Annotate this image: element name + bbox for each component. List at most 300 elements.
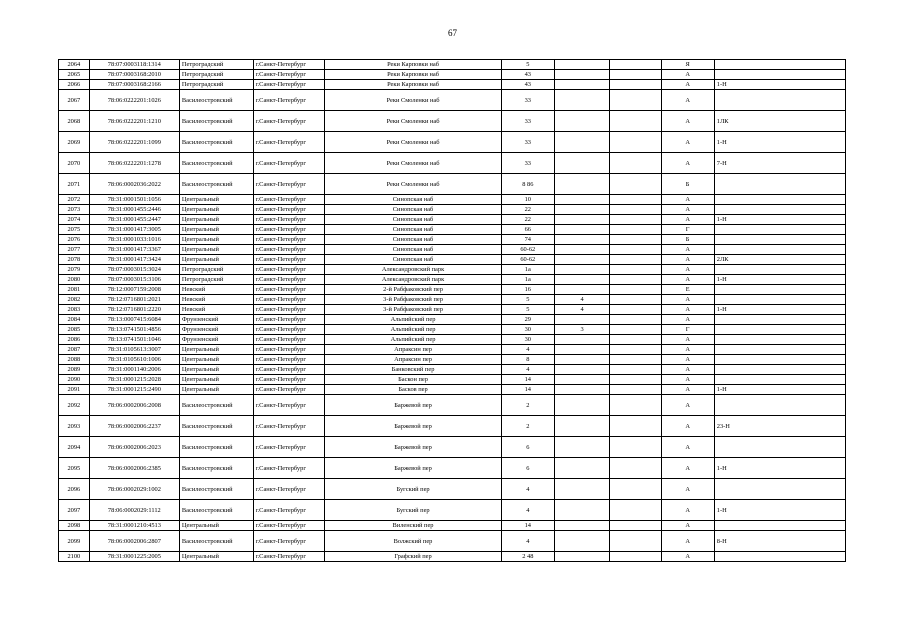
row-number: 2085 (59, 325, 90, 335)
house-number: 4 (501, 479, 554, 500)
cadastral-number: 78:07:0003168:2166 (89, 80, 179, 90)
premises-number (714, 195, 845, 205)
premises-number (714, 521, 845, 531)
row-number: 2090 (59, 375, 90, 385)
city-name: г.Санкт-Петербург (253, 521, 325, 531)
letter-designation: А (661, 531, 714, 552)
cadastral-number: 78:12:0007159:2008 (89, 285, 179, 295)
row-number: 2065 (59, 70, 90, 80)
premises-number: 8-Н (714, 531, 845, 552)
district-name: Петроградский (179, 60, 253, 70)
city-name: г.Санкт-Петербург (253, 295, 325, 305)
district-name: Центральный (179, 195, 253, 205)
cadastral-number: 78:07:0003168:2010 (89, 70, 179, 80)
city-name: г.Санкт-Петербург (253, 132, 325, 153)
city-name: г.Санкт-Петербург (253, 305, 325, 315)
letter-designation: Б (661, 174, 714, 195)
table-row (59, 195, 846, 205)
cadastral-number: 78:31:0001417:3424 (89, 255, 179, 265)
district-name: Василеостровский (179, 111, 253, 132)
cadastral-number: 78:06:0222201:1026 (89, 90, 179, 111)
premises-number (714, 335, 845, 345)
korpus-number (554, 225, 609, 235)
row-number: 2075 (59, 225, 90, 235)
district-name: Василеостровский (179, 531, 253, 552)
city-name: г.Санкт-Петербург (253, 500, 325, 521)
premises-number: 1-Н (714, 215, 845, 225)
building-number (610, 385, 661, 395)
house-number: 8 (501, 355, 554, 365)
letter-designation: Б (661, 235, 714, 245)
district-name: Василеостровский (179, 500, 253, 521)
street-name: Волжский пер (325, 531, 501, 552)
district-name: Василеостровский (179, 174, 253, 195)
city-name: г.Санкт-Петербург (253, 275, 325, 285)
district-name: Петроградский (179, 80, 253, 90)
korpus-number (554, 458, 609, 479)
street-name: Александровский парк (325, 275, 501, 285)
building-number (610, 174, 661, 195)
city-name: г.Санкт-Петербург (253, 375, 325, 385)
registry-table (58, 59, 846, 562)
house-number: 5 (501, 60, 554, 70)
korpus-number: 4 (554, 295, 609, 305)
district-name: Фрунзенский (179, 315, 253, 325)
street-name: Реки Карповки наб (325, 80, 501, 90)
street-name: Апраксин пер (325, 355, 501, 365)
district-name: Василеостровский (179, 479, 253, 500)
district-name: Центральный (179, 521, 253, 531)
table-row (59, 70, 846, 80)
street-name: Синопская наб (325, 215, 501, 225)
letter-designation: А (661, 80, 714, 90)
district-name: Василеостровский (179, 153, 253, 174)
premises-number (714, 365, 845, 375)
row-number: 2064 (59, 60, 90, 70)
premises-number (714, 395, 845, 416)
table-row (59, 458, 846, 479)
letter-designation: А (661, 255, 714, 265)
street-name: 3-й Рабфаковский пер (325, 305, 501, 315)
house-number: 8 86 (501, 174, 554, 195)
building-number (610, 416, 661, 437)
cadastral-number: 78:31:0001215:2490 (89, 385, 179, 395)
street-name: Синопская наб (325, 195, 501, 205)
korpus-number (554, 437, 609, 458)
korpus-number: 3 (554, 325, 609, 335)
street-name: Апраксин пер (325, 345, 501, 355)
street-name: 2-й Рабфаковский пер (325, 285, 501, 295)
table-row (59, 255, 846, 265)
cadastral-number: 78:31:0001417:3367 (89, 245, 179, 255)
cadastral-number: 78:06:0002036:2022 (89, 174, 179, 195)
letter-designation: А (661, 90, 714, 111)
letter-designation: Е (661, 285, 714, 295)
premises-number: 1ЛК (714, 111, 845, 132)
house-number: 14 (501, 375, 554, 385)
district-name: Центральный (179, 255, 253, 265)
cadastral-number: 78:07:0003015:3106 (89, 275, 179, 285)
street-name: Баскон пер (325, 375, 501, 385)
row-number: 2070 (59, 153, 90, 174)
street-name: Реки Карповки наб (325, 60, 501, 70)
korpus-number (554, 275, 609, 285)
table-row (59, 375, 846, 385)
city-name: г.Санкт-Петербург (253, 315, 325, 325)
city-name: г.Санкт-Петербург (253, 479, 325, 500)
city-name: г.Санкт-Петербург (253, 215, 325, 225)
letter-designation: А (661, 500, 714, 521)
korpus-number (554, 255, 609, 265)
korpus-number (554, 315, 609, 325)
table-row (59, 132, 846, 153)
street-name: Синопская наб (325, 235, 501, 245)
house-number: 74 (501, 235, 554, 245)
korpus-number (554, 111, 609, 132)
house-number: 22 (501, 205, 554, 215)
building-number (610, 60, 661, 70)
premises-number: 1-Н (714, 305, 845, 315)
korpus-number (554, 500, 609, 521)
korpus-number (554, 90, 609, 111)
premises-number (714, 325, 845, 335)
street-name: Реки Смоленки наб (325, 132, 501, 153)
house-number: 43 (501, 70, 554, 80)
korpus-number (554, 245, 609, 255)
korpus-number (554, 416, 609, 437)
district-name: Петроградский (179, 275, 253, 285)
cadastral-number: 78:31:0001455:2447 (89, 215, 179, 225)
city-name: г.Санкт-Петербург (253, 174, 325, 195)
house-number: 14 (501, 385, 554, 395)
cadastral-number: 78:12:0716801:2220 (89, 305, 179, 315)
house-number: 43 (501, 80, 554, 90)
district-name: Центральный (179, 235, 253, 245)
street-name: Синопская наб (325, 255, 501, 265)
city-name: г.Санкт-Петербург (253, 70, 325, 80)
district-name: Василеостровский (179, 458, 253, 479)
premises-number (714, 285, 845, 295)
city-name: г.Санкт-Петербург (253, 365, 325, 375)
row-number: 2080 (59, 275, 90, 285)
district-name: Центральный (179, 215, 253, 225)
city-name: г.Санкт-Петербург (253, 531, 325, 552)
city-name: г.Санкт-Петербург (253, 90, 325, 111)
district-name: Василеостровский (179, 395, 253, 416)
table-row (59, 479, 846, 500)
street-name: Реки Смоленки наб (325, 153, 501, 174)
house-number: 14 (501, 521, 554, 531)
district-name: Центральный (179, 345, 253, 355)
street-name: Реки Карповки наб (325, 70, 501, 80)
row-number: 2082 (59, 295, 90, 305)
city-name: г.Санкт-Петербург (253, 552, 325, 562)
street-name: Баржевой пер (325, 416, 501, 437)
row-number: 2069 (59, 132, 90, 153)
korpus-number (554, 479, 609, 500)
city-name: г.Санкт-Петербург (253, 385, 325, 395)
house-number: 1а (501, 265, 554, 275)
cadastral-number: 78:31:0001140:2006 (89, 365, 179, 375)
house-number: 5 (501, 305, 554, 315)
district-name: Центральный (179, 355, 253, 365)
korpus-number (554, 531, 609, 552)
city-name: г.Санкт-Петербург (253, 458, 325, 479)
korpus-number (554, 265, 609, 275)
table-row (59, 225, 846, 235)
letter-designation: А (661, 365, 714, 375)
city-name: г.Санкт-Петербург (253, 245, 325, 255)
building-number (610, 90, 661, 111)
page-number: 67 (448, 28, 457, 38)
city-name: г.Санкт-Петербург (253, 416, 325, 437)
row-number: 2074 (59, 215, 90, 225)
premises-number: 1-Н (714, 385, 845, 395)
district-name: Центральный (179, 375, 253, 385)
row-number: 2087 (59, 345, 90, 355)
cadastral-number: 78:31:0001455:2446 (89, 205, 179, 215)
building-number (610, 355, 661, 365)
premises-number: 1-Н (714, 80, 845, 90)
letter-designation: А (661, 437, 714, 458)
building-number (610, 375, 661, 385)
city-name: г.Санкт-Петербург (253, 80, 325, 90)
city-name: г.Санкт-Петербург (253, 235, 325, 245)
building-number (610, 552, 661, 562)
table-row (59, 245, 846, 255)
row-number: 2086 (59, 335, 90, 345)
building-number (610, 295, 661, 305)
premises-number (714, 345, 845, 355)
building-number (610, 195, 661, 205)
district-name: Невский (179, 305, 253, 315)
letter-designation: А (661, 335, 714, 345)
premises-number: 2ЛК (714, 255, 845, 265)
cadastral-number: 78:06:0002029:1002 (89, 479, 179, 500)
building-number (610, 132, 661, 153)
district-name: Невский (179, 285, 253, 295)
korpus-number (554, 365, 609, 375)
row-number: 2078 (59, 255, 90, 265)
korpus-number (554, 521, 609, 531)
house-number: 33 (501, 132, 554, 153)
building-number (610, 80, 661, 90)
premises-number (714, 245, 845, 255)
street-name: Альпийский пер (325, 325, 501, 335)
table-row (59, 285, 846, 295)
cadastral-number: 78:13:0007415:6084 (89, 315, 179, 325)
street-name: Реки Смоленки наб (325, 90, 501, 111)
building-number (610, 225, 661, 235)
building-number (610, 215, 661, 225)
row-number: 2099 (59, 531, 90, 552)
street-name: Альпийский пер (325, 315, 501, 325)
house-number: 33 (501, 111, 554, 132)
street-name: 3-й Рабфаковский пер (325, 295, 501, 305)
house-number: 4 (501, 500, 554, 521)
korpus-number: 4 (554, 305, 609, 315)
building-number (610, 500, 661, 521)
city-name: г.Санкт-Петербург (253, 225, 325, 235)
street-name: Реки Смоленки наб (325, 111, 501, 132)
building-number (610, 275, 661, 285)
district-name: Василеостровский (179, 437, 253, 458)
cadastral-number: 78:31:0105610:1006 (89, 355, 179, 365)
premises-number (714, 295, 845, 305)
city-name: г.Санкт-Петербург (253, 153, 325, 174)
cadastral-number: 78:06:0002006:2237 (89, 416, 179, 437)
house-number: 4 (501, 365, 554, 375)
row-number: 2066 (59, 80, 90, 90)
premises-number (714, 265, 845, 275)
cadastral-number: 78:06:0222201:1210 (89, 111, 179, 132)
district-name: Фрунзенский (179, 335, 253, 345)
district-name: Василеостровский (179, 90, 253, 111)
house-number: 66 (501, 225, 554, 235)
premises-number (714, 60, 845, 70)
table-row (59, 521, 846, 531)
street-name: Банковский пер (325, 365, 501, 375)
street-name: Бугский пер (325, 500, 501, 521)
letter-designation: Г (661, 325, 714, 335)
letter-designation: А (661, 305, 714, 315)
row-number: 2093 (59, 416, 90, 437)
city-name: г.Санкт-Петербург (253, 285, 325, 295)
street-name: Баржевой пер (325, 458, 501, 479)
korpus-number (554, 355, 609, 365)
table-row (59, 174, 846, 195)
table-row (59, 235, 846, 245)
street-name: Синопская наб (325, 205, 501, 215)
cadastral-number: 78:13:0741501:1046 (89, 335, 179, 345)
row-number: 2100 (59, 552, 90, 562)
letter-designation: А (661, 395, 714, 416)
letter-designation: А (661, 385, 714, 395)
house-number: 4 (501, 531, 554, 552)
district-name: Невский (179, 295, 253, 305)
house-number: 10 (501, 195, 554, 205)
korpus-number (554, 335, 609, 345)
table-row (59, 215, 846, 225)
letter-designation: А (661, 153, 714, 174)
building-number (610, 458, 661, 479)
cadastral-number: 78:06:0002006:2385 (89, 458, 179, 479)
korpus-number (554, 385, 609, 395)
row-number: 2081 (59, 285, 90, 295)
table-row (59, 416, 846, 437)
row-number: 2098 (59, 521, 90, 531)
table-row (59, 80, 846, 90)
city-name: г.Санкт-Петербург (253, 345, 325, 355)
row-number: 2092 (59, 395, 90, 416)
letter-designation: Я (661, 60, 714, 70)
house-number: 5 (501, 295, 554, 305)
premises-number (714, 315, 845, 325)
row-number: 2076 (59, 235, 90, 245)
table-row (59, 265, 846, 275)
house-number: 6 (501, 437, 554, 458)
table-row (59, 295, 846, 305)
letter-designation: А (661, 205, 714, 215)
cadastral-number: 78:31:0001225:2005 (89, 552, 179, 562)
building-number (610, 153, 661, 174)
row-number: 2094 (59, 437, 90, 458)
premises-number (714, 437, 845, 458)
letter-designation: А (661, 195, 714, 205)
building-number (610, 325, 661, 335)
letter-designation: А (661, 345, 714, 355)
building-number (610, 315, 661, 325)
letter-designation: А (661, 215, 714, 225)
street-name: Графский пер (325, 552, 501, 562)
building-number (610, 265, 661, 275)
house-number: 60-62 (501, 245, 554, 255)
row-number: 2067 (59, 90, 90, 111)
house-number: 29 (501, 315, 554, 325)
table-row (59, 365, 846, 375)
street-name: Басков пер (325, 385, 501, 395)
premises-number (714, 90, 845, 111)
letter-designation: А (661, 245, 714, 255)
letter-designation: А (661, 111, 714, 132)
district-name: Центральный (179, 365, 253, 375)
building-number (610, 205, 661, 215)
korpus-number (554, 80, 609, 90)
letter-designation: А (661, 521, 714, 531)
korpus-number (554, 375, 609, 385)
house-number: 2 48 (501, 552, 554, 562)
house-number: 33 (501, 153, 554, 174)
table-row (59, 111, 846, 132)
korpus-number (554, 215, 609, 225)
premises-number (714, 552, 845, 562)
row-number: 2073 (59, 205, 90, 215)
table-row (59, 552, 846, 562)
cadastral-number: 78:31:0001417:3005 (89, 225, 179, 235)
row-number: 2072 (59, 195, 90, 205)
premises-number (714, 355, 845, 365)
cadastral-number: 78:06:0002006:2023 (89, 437, 179, 458)
building-number (610, 365, 661, 375)
city-name: г.Санкт-Петербург (253, 195, 325, 205)
row-number: 2084 (59, 315, 90, 325)
building-number (610, 479, 661, 500)
table-row (59, 531, 846, 552)
house-number: 2 (501, 395, 554, 416)
premises-number (714, 70, 845, 80)
street-name: Баржевой пер (325, 437, 501, 458)
cadastral-number: 78:31:0001501:1056 (89, 195, 179, 205)
letter-designation: А (661, 295, 714, 305)
row-number: 2089 (59, 365, 90, 375)
premises-number: 1-Н (714, 500, 845, 521)
row-number: 2088 (59, 355, 90, 365)
district-name: Центральный (179, 385, 253, 395)
house-number: 6 (501, 458, 554, 479)
table-row (59, 275, 846, 285)
letter-designation: А (661, 70, 714, 80)
letter-designation: А (661, 552, 714, 562)
letter-designation: А (661, 355, 714, 365)
korpus-number (554, 395, 609, 416)
house-number: 4 (501, 345, 554, 355)
house-number: 22 (501, 215, 554, 225)
table-row (59, 395, 846, 416)
cadastral-number: 78:06:0222201:1099 (89, 132, 179, 153)
korpus-number (554, 285, 609, 295)
house-number: 16 (501, 285, 554, 295)
table-row (59, 153, 846, 174)
